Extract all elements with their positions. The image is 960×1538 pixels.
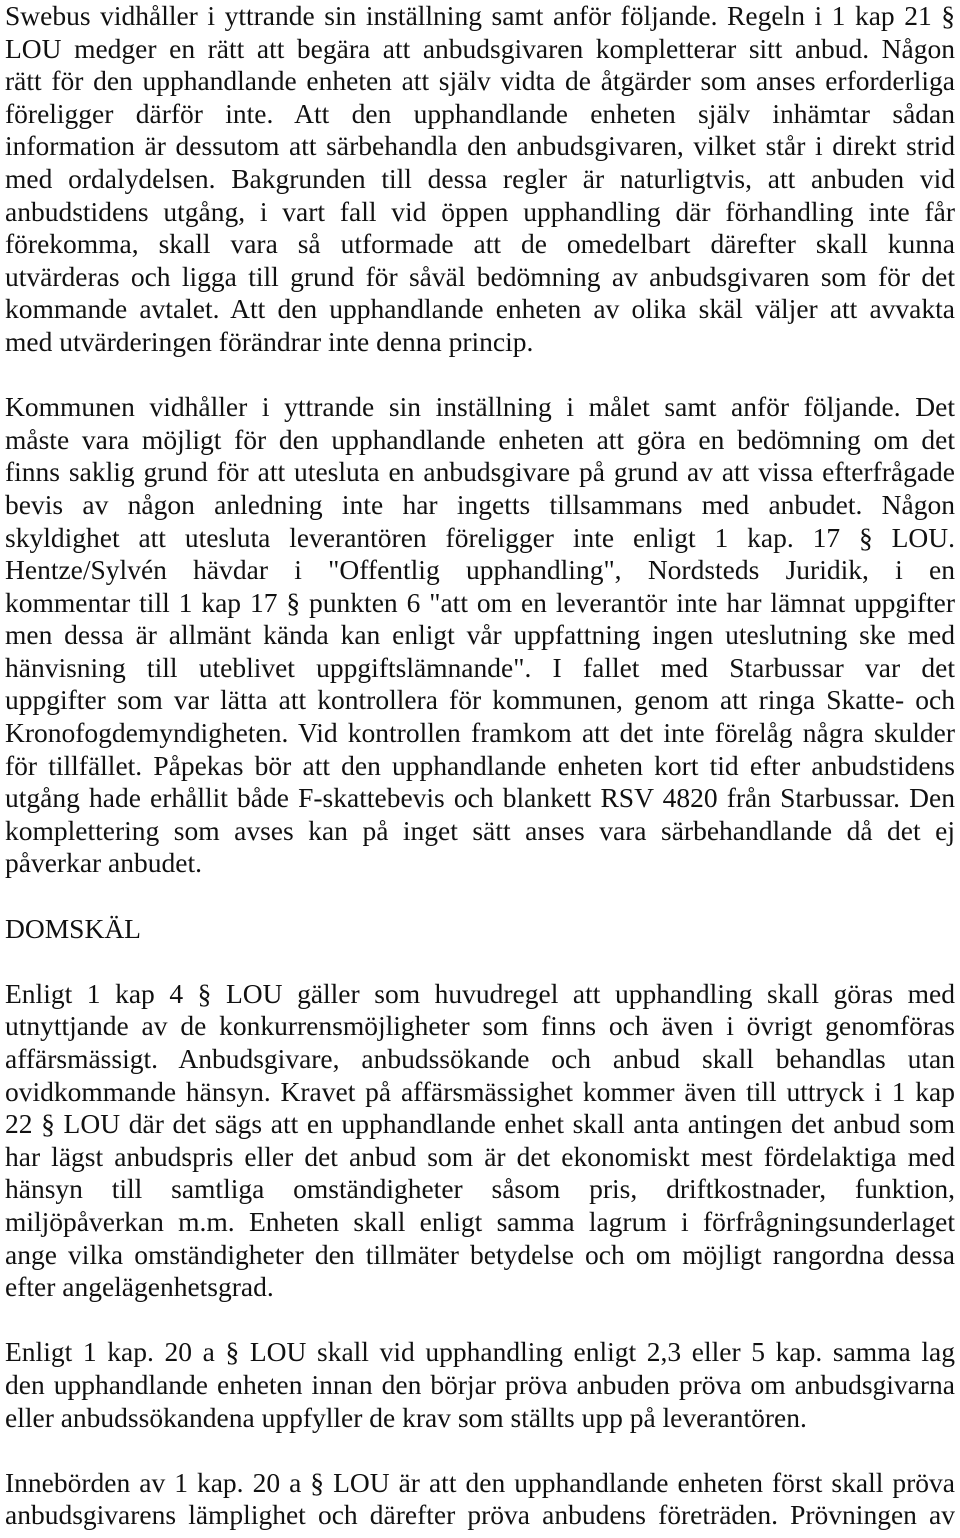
text-line: rätt för den upphandlande enheten att själv vidta de åtgärder som anses erforderliga bbox=[5, 65, 955, 97]
text-line: utnyttjande av de konkurrensmöjligheter som finns och även i övrigt genomföras bbox=[5, 1010, 955, 1042]
text-line: utgång hade erhållit både F-skattebevis och blankett RSV 4820 från Starbussar. Den bbox=[5, 782, 955, 814]
paragraph-domskal-provning bbox=[5, 1336, 955, 1434]
text-line: affärsmässigt. Anbudsgivare, anbudssökande och anbud skall behandlas utan bbox=[5, 1043, 955, 1074]
text-line: förekomma, skall vara så utformade att de omedelbart därefter skall kunna bbox=[5, 228, 955, 260]
text-line: hänsyn till samtliga omständigheter såsom pris, driftkostnader, funktion, bbox=[5, 1173, 955, 1205]
text-line: Enligt 1 kap 4 § LOU gäller som huvudregel att upphandling skall göras med bbox=[5, 977, 955, 1009]
text-line: komplettering som avses kan på inget sätt anses vara särbehandlande då det ej bbox=[5, 814, 955, 846]
text-line: måste vara möjligt för den upphandlande enheten att göra en bedömning om det bbox=[5, 423, 955, 455]
text-line: har lägst anbudspris eller det anbud som är det ekonomiskt mest fördelaktiga med bbox=[5, 1140, 955, 1172]
text-line: Kommunen vidhåller i yttrande sin inställning i målet samt anför följande. Det bbox=[5, 391, 955, 423]
text-line: med ordalydelsen. Bakgrunden till dessa regler är naturligtvis, att anbuden vid bbox=[5, 162, 955, 194]
text-line: kommentar till 1 kap 17 § punkten 6 "att om en leverantör inte har lämnat uppgifter bbox=[5, 586, 955, 618]
text-line: finns saklig grund för att utesluta en anbudsgivare på grund av att vissa efterfrågade bbox=[5, 456, 955, 488]
text-line: 22 § LOU där det sägs att en upphandlande enhet skall anta antingen det anbud som bbox=[5, 1108, 955, 1140]
text-line: föreligger därför inte. Att den upphandlande enheten själv inhämtar sådan bbox=[5, 97, 955, 129]
text-line: efter angelägenhetsgrad. bbox=[5, 1271, 274, 1303]
text-line: Kronofogdemyndigheten. Vid kontrollen framkom att det inte förelåg några skulder bbox=[5, 717, 955, 749]
paragraph-swebus-statement bbox=[5, 0, 955, 359]
text-line: uppgifter som var lätta att kontrollera för kommunen, genom att ringa Skatte- och bbox=[5, 684, 955, 716]
text-line: påverkar anbudet. bbox=[5, 847, 202, 879]
text-line: anbudstidens utgång, i vart fall vid öppen upphandling där förhandling inte får bbox=[5, 195, 955, 227]
text-line: skyldighet att utesluta leverantören föreligger inte enligt 1 kap. 17 § LOU. bbox=[5, 521, 955, 553]
text-line: Hentze/Sylvén hävdar i "Offentlig upphandling", Nordsteds Juridik, i en bbox=[5, 554, 955, 586]
text-line: Enligt 1 kap. 20 a § LOU skall vid upphandling enligt 2,3 eller 5 kap. samma lag bbox=[5, 1336, 955, 1368]
text-line: miljöpåverkan m.m. Enheten skall enligt samma lagrum i förfrågningsunderlaget bbox=[5, 1205, 955, 1237]
text-line: Innebörden av 1 kap. 20 a § LOU är att den upphandlande enheten först skall pröva bbox=[5, 1466, 955, 1498]
text-line: utvärderas och ligga till grund för såväl bedömning av anbudsgivaren som för det bbox=[5, 260, 955, 292]
text-line: men dessa är allmänt kända kan enligt vår uppfattning ingen uteslutning ske med bbox=[5, 619, 955, 651]
text-line: ovidkommande hänsyn. Kravet på affärsmässighet kommer även till uttryck i 1 kap bbox=[5, 1075, 955, 1107]
text-line: Swebus vidhåller i yttrande sin inställning samt anför följande. Regeln i 1 kap 21 § bbox=[5, 0, 955, 31]
text-line: den upphandlande enheten innan den börjar pröva anbuden pröva om anbudsgivarna bbox=[5, 1368, 955, 1400]
text-line: för tillfället. Påpekas bör att den upphandlande enheten kort tid efter anbudstidens bbox=[5, 749, 955, 781]
text-line: eller anbudssökandena uppfyller de krav som ställts upp på leverantören. bbox=[5, 1401, 807, 1433]
text-line: anbudsgivarens lämplighet och därefter pröva anbudens företräden. Prövningen av bbox=[5, 1499, 955, 1531]
paragraph-domskal-affarsmassighet bbox=[5, 978, 955, 1304]
text-line: kommande avtalet. Att den upphandlande enheten av olika skäl väljer att avvakta bbox=[5, 293, 955, 325]
section-heading-domskal: DOMSKÄL bbox=[5, 912, 141, 944]
text-line: ange vilka omständigheter den tillmäter betydelse och om möjligt rangordna dessa bbox=[5, 1238, 955, 1270]
text-line: med utvärderingen förändrar inte denna princip. bbox=[5, 325, 534, 357]
paragraph-domskal-innebord bbox=[5, 1467, 955, 1532]
text-line: LOU medger en rätt att begära att anbudsgivaren kompletterar sitt anbud. Någon bbox=[5, 32, 955, 64]
text-line: bevis av någon anledning inte har ingetts tillsammans med anbudet. Någon bbox=[5, 488, 955, 520]
text-line: hänvisning till uteblivet uppgiftslämnande". I fallet med Starbussar var det bbox=[5, 651, 955, 683]
paragraph-kommunen-statement bbox=[5, 391, 955, 880]
text-line: information är dessutom att särbehandla den anbudsgivaren, vilket står i direkt strid bbox=[5, 130, 955, 162]
